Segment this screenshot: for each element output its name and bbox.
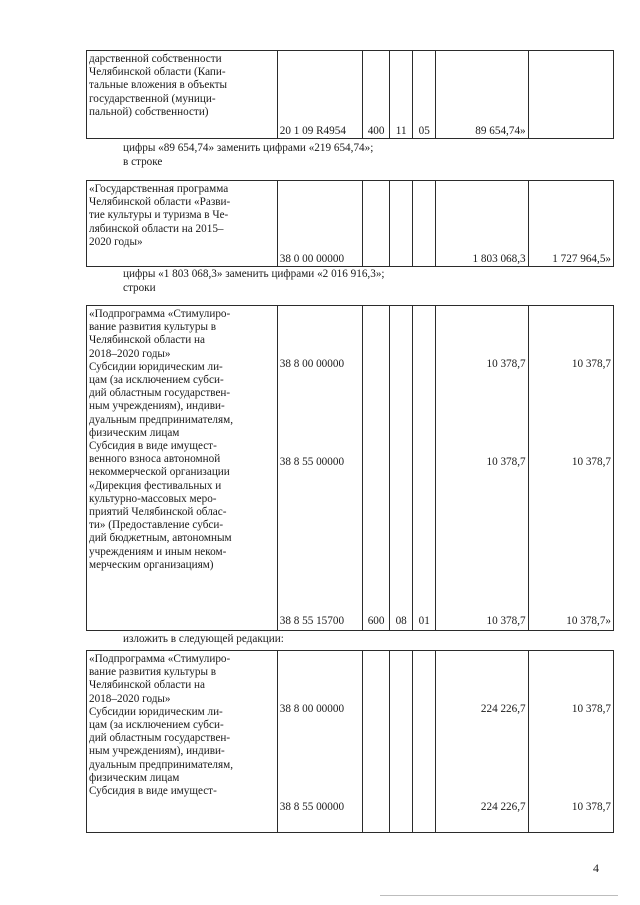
- subsection-cell: [413, 51, 436, 139]
- subsection-cell: [413, 651, 436, 833]
- subprogram-item: [89, 308, 275, 361]
- name-line: тальные вложения в объекты: [89, 79, 228, 92]
- name-line: «Подпрограмма «Стимулиро-: [89, 308, 231, 320]
- name-line: дуальным предпринимателям,: [89, 413, 234, 426]
- name-line: «Государственная программа: [89, 183, 229, 195]
- name-line: Субсидия в виде имущест-: [89, 440, 217, 453]
- name-line: цам (за исключением субси-: [89, 374, 224, 387]
- amount-year2: 10 378,7»: [566, 615, 611, 627]
- name-line: дий областным государствен-: [89, 732, 231, 745]
- name-line: мерческим организациям): [89, 558, 214, 571]
- subsection-code: 01: [418, 615, 430, 627]
- name-line: культурно-массовых меро-: [89, 492, 217, 505]
- expense-group-code: 400: [367, 124, 385, 137]
- subsidy-item: [89, 785, 275, 798]
- name-line: «Подпрограмма «Стимулиро-: [89, 653, 231, 665]
- name-line: Челябинской области на: [89, 679, 205, 692]
- table-row: [87, 181, 614, 267]
- name-line: пальной) собственности): [89, 105, 209, 118]
- name-line: ным учреждениям), индиви-: [89, 400, 225, 413]
- subsection-cell: [413, 181, 436, 267]
- amount-year2: 10 378,7: [571, 456, 611, 468]
- name-line: Челябинской области «Разви-: [89, 196, 231, 209]
- name-line: цам (за исключением субси-: [89, 719, 224, 732]
- expense-group-cell: [363, 306, 390, 631]
- name-line: Субсидии юридическим ли-: [89, 360, 223, 373]
- amount-year1: 224 226,7: [480, 703, 526, 715]
- row-name-cell: [87, 51, 278, 139]
- subsection-cell: [413, 306, 436, 631]
- name-line: 2020 годы»: [89, 235, 143, 248]
- amount-year1: 89 654,74»: [475, 124, 526, 137]
- name-line: дарственной собственности: [89, 53, 222, 65]
- target-article-code: 20 1 09 R4954: [279, 124, 346, 137]
- target-article-cell: [277, 651, 362, 833]
- amount-year2: 10 378,7: [571, 801, 611, 813]
- name-line: 2018–2020 годы»: [89, 692, 171, 705]
- table-row: [87, 51, 614, 139]
- section-cell: [390, 306, 413, 631]
- target-article-code: 38 8 00 00000: [279, 358, 345, 370]
- page-number: 4: [593, 861, 599, 875]
- target-article-code: 38 0 00 00000: [279, 252, 345, 265]
- target-article-cell: [277, 181, 362, 267]
- name-line: учреждениям и иным неком-: [89, 545, 227, 558]
- name-line: дий областным государствен-: [89, 387, 231, 400]
- name-line: физическим лицам: [89, 426, 180, 439]
- expense-group-cell: [363, 651, 390, 833]
- subsidy-item: [89, 361, 275, 440]
- name-line: Челябинской области (Капи-: [89, 66, 226, 79]
- target-article-cell: [277, 306, 362, 631]
- subsection-code: 05: [418, 124, 430, 137]
- name-line: венного взноса автономной: [89, 453, 221, 466]
- amount-year1-cell: [436, 51, 528, 139]
- target-article-code: 38 8 55 15700: [279, 615, 345, 627]
- amount-year2-cell: [528, 651, 613, 833]
- amendment-instruction-continued: в строке: [123, 156, 163, 168]
- amount-year1: 10 378,7: [486, 615, 526, 627]
- amount-year2-cell: [528, 181, 613, 267]
- expense-group-cell: [363, 181, 390, 267]
- name-line: вание развития культуры в: [89, 666, 217, 679]
- amount-year2: 10 378,7: [571, 358, 611, 370]
- target-article-code: 38 8 00 00000: [279, 703, 345, 715]
- budget-table-fragment-2: [86, 180, 614, 267]
- name-line: ным учреждениям), индиви-: [89, 745, 225, 758]
- amount-year1-cell: [436, 306, 528, 631]
- section-code: 11: [395, 124, 407, 137]
- section-cell: [390, 651, 413, 833]
- name-line: Челябинской области на: [89, 334, 205, 347]
- amount-year2: 10 378,7: [571, 703, 611, 715]
- budget-table-fragment-4: [86, 650, 614, 833]
- row-name-cell: [87, 306, 278, 631]
- amendment-instruction: цифры «1 803 068,3» заменить цифрами «2 016 916,3»;: [123, 268, 385, 280]
- name-line: вание развития культуры в: [89, 321, 217, 334]
- target-article-code: 38 8 55 00000: [279, 801, 345, 813]
- name-line: лябинской области на 2015–: [89, 222, 224, 235]
- name-line: физическим лицам: [89, 771, 180, 784]
- subsidy-item: [89, 706, 275, 785]
- amount-year1-cell: [436, 181, 528, 267]
- budget-table-fragment-3: [86, 305, 614, 631]
- name-line: некоммерческой организации: [89, 466, 230, 479]
- amount-year1: 10 378,7: [486, 456, 526, 468]
- amount-year2-cell: [528, 306, 613, 631]
- section-cell: [390, 181, 413, 267]
- amount-year1: 10 378,7: [486, 358, 526, 370]
- amendment-instruction: цифры «89 654,74» заменить цифрами «219 654,74»;: [123, 142, 374, 154]
- row-name-cell: [87, 181, 278, 267]
- amendment-instruction: изложить в следующей редакции:: [123, 633, 284, 645]
- amount-year1: 1 803 068,3: [472, 252, 526, 265]
- table-row: [87, 651, 614, 833]
- bottom-divider: [380, 895, 618, 896]
- name-line: дий бюджетным, автономным: [89, 532, 232, 545]
- row-name-cell: [87, 651, 278, 833]
- amount-year2: 1 727 964,5»: [552, 252, 611, 265]
- name-line: приятий Челябинской облас-: [89, 506, 227, 519]
- name-line: 2018–2020 годы»: [89, 347, 171, 360]
- name-line: Субсидия в виде имущест-: [89, 785, 217, 798]
- amendment-instruction-continued: строки: [123, 282, 156, 294]
- name-line: тие культуры и туризма в Че-: [89, 209, 229, 222]
- name-line: Субсидии юридическим ли-: [89, 705, 223, 718]
- amount-year1: 224 226,7: [480, 801, 526, 813]
- target-article-cell: [277, 51, 362, 139]
- budget-table-fragment-1: [86, 50, 614, 139]
- name-line: государственной (муници-: [89, 92, 216, 105]
- name-line: «Дирекция фестивальных и: [89, 479, 222, 492]
- name-line: ти» (Предоставление субси-: [89, 519, 224, 532]
- amount-year1-cell: [436, 651, 528, 833]
- amount-year2-cell: [528, 51, 613, 139]
- subprogram-item: [89, 653, 275, 706]
- name-line: дуальным предпринимателям,: [89, 758, 234, 771]
- target-article-code: 38 8 55 00000: [279, 456, 345, 468]
- subsidy-item: [89, 440, 275, 572]
- expense-group-cell: [363, 51, 390, 139]
- section-code: 08: [395, 615, 407, 627]
- section-cell: [390, 51, 413, 139]
- table-row: [87, 306, 614, 631]
- expense-group-code: 600: [367, 615, 385, 627]
